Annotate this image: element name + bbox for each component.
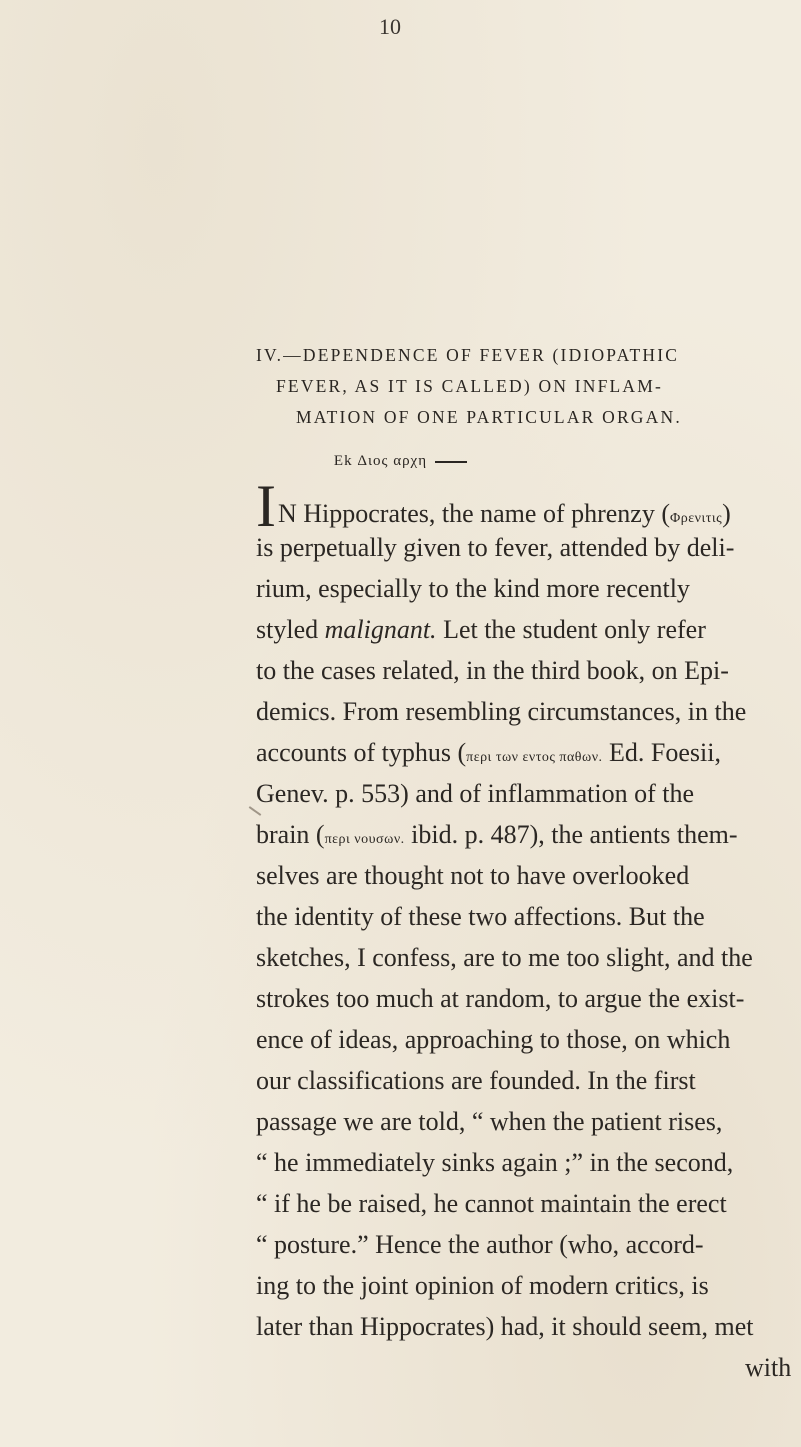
- text-line: [256, 568, 801, 609]
- text-segment: Genev. p. 553) and of inflammation of the: [256, 779, 695, 808]
- drop-cap: I: [256, 473, 276, 539]
- text-segment: styled: [256, 615, 325, 644]
- text-line: [256, 1265, 801, 1306]
- text-segment: Let the student only refer: [436, 615, 706, 644]
- text-segment: “ he immediately sinks again ;” in the second,: [256, 1148, 734, 1177]
- text-line: [256, 609, 801, 650]
- text-segment: Ed. Foesii,: [602, 738, 721, 767]
- text-line: [256, 1060, 801, 1101]
- text-line: [256, 978, 801, 1019]
- text-line: [256, 1101, 801, 1142]
- text-segment: strokes too much at random, to argue the exist-: [256, 984, 745, 1013]
- text-line: [256, 650, 801, 691]
- text-line: [256, 937, 801, 978]
- text-segment: “ if he be raised, he cannot maintain the erect: [256, 1189, 727, 1218]
- text-segment: demics. From resembling circumstances, in the: [256, 697, 747, 726]
- text-segment: rium, especially to the kind more recently: [256, 574, 690, 603]
- greek-motto: [0, 453, 801, 470]
- text-line: [256, 855, 801, 896]
- text-line: [256, 1306, 801, 1347]
- text-line: [256, 1183, 801, 1224]
- text-line: [256, 732, 801, 773]
- motto-text: Ek Διος αρχη: [333, 453, 428, 469]
- text-segment: selves are thought not to have overlooked: [256, 861, 690, 890]
- text-segment: the identity of these two affections. But the: [256, 902, 705, 931]
- text-line: [256, 773, 801, 814]
- text-segment: ence of ideas, approaching to those, on which: [256, 1025, 731, 1054]
- text-segment: is perpetually given to fever, attended by deli-: [256, 533, 735, 562]
- text-segment: “ posture.” Hence the author (who, accord-: [256, 1230, 704, 1259]
- heading-line-1: IV.—DEPENDENCE OF FEVER (IDIOPATHIC: [256, 345, 680, 365]
- text-segment: ibid. p. 487), the antients them-: [404, 820, 738, 849]
- text-segment: ing to the joint opinion of modern critics, is: [256, 1271, 709, 1300]
- text-line: [256, 1142, 801, 1183]
- heading-line-2: FEVER, AS IT IS CALLED) ON INFLAM-: [276, 376, 664, 396]
- text-segment: ): [722, 499, 731, 528]
- text-segment: to the cases related, in the third book, on Epi-: [256, 656, 729, 685]
- text-line: [256, 473, 801, 539]
- heading-line-3: MATION OF ONE PARTICULAR ORGAN.: [296, 407, 682, 427]
- text-line: [256, 896, 801, 937]
- text-line: [256, 1019, 801, 1060]
- text-segment: accounts of typhus (: [256, 738, 467, 767]
- motto-rule: [435, 461, 467, 463]
- text-segment: later than Hippocrates) had, it should seem, met: [256, 1312, 754, 1341]
- text-line: [256, 1224, 801, 1265]
- text-line: [256, 527, 801, 568]
- greek-citation: περι των εντος παθων.: [466, 750, 603, 765]
- text-segment: brain (: [256, 820, 325, 849]
- text-segment: sketches, I confess, are to me too slight, and the: [256, 943, 753, 972]
- text-segment: our classifications are founded. In the first: [256, 1066, 696, 1095]
- italic-term: malignant.: [324, 615, 437, 644]
- catchword: with: [745, 1353, 792, 1382]
- text-line: [256, 691, 801, 732]
- greek-citation: περι νουσων.: [324, 832, 405, 847]
- section-heading: [256, 340, 796, 433]
- page-number: 10: [379, 14, 401, 39]
- text-line: [256, 814, 801, 855]
- text-segment: passage we are told, “ when the patient rises,: [256, 1107, 723, 1136]
- body-paragraph: [256, 473, 801, 1388]
- text-segment: N Hippocrates, the name of phrenzy (: [277, 499, 671, 528]
- greek-citation: Φρενιτις: [670, 511, 723, 526]
